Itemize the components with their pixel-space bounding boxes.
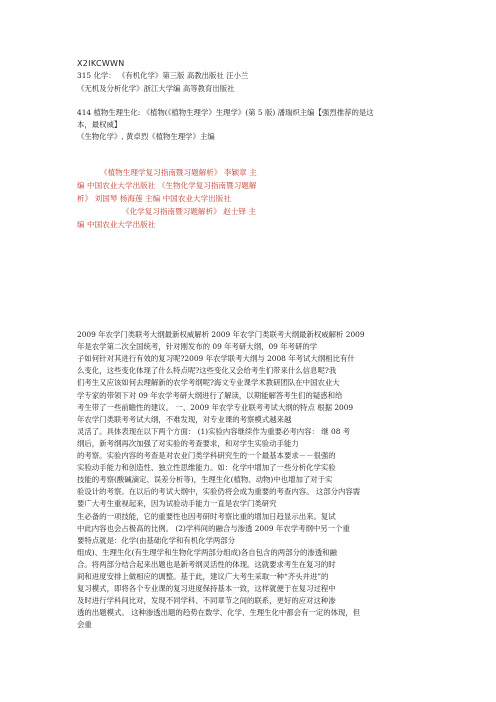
article-body-line: 们考生又应该如何去理解新的农学考纲呢?海文专业课学术教研团队在中国农业大	[77, 378, 340, 388]
article-body-line: 的考察。实验内容的考查是对农业门类学科研究生的一个最基本要求－－很强的	[77, 451, 336, 460]
article-body-line: 灵活了。具体表现在以下两个方面： (1)实验内容继续作为重要必考内容： 继 08 考	[77, 426, 351, 436]
recommended-book-line: 编 中国农业大学出版社 《生物化学复习指南暨习题解	[77, 181, 257, 190]
article-body-line: 2009 年农学门类联考大纲最新权威解析 2009 年农学门类联考大纲最新权威解析 2009	[77, 330, 365, 339]
article-body-line: 验设计的考察。在以后的考试大纲中，实验仍将会成为重要的考查内容。 这部分内容需	[77, 487, 361, 497]
recommended-book-line: 析》 刘国琴 杨海莲 主编 中国农业大学出版社	[77, 194, 231, 203]
section-414-line: 414 植物生理生化: 《植物(《植物生理学》生理学》(第 5 版) 潘瑞炽主编【强烈推荐的是这	[77, 108, 374, 117]
section-315-line: 315 化学： 《有机化学》第三版 高教出版社 汪小兰	[77, 71, 249, 80]
article-body-line: 及时进行学科间比对，发现不同学科、不同章节之间的联系，更好的应对这种渗	[77, 596, 336, 606]
article-body-line: 间和进度安排上做相应的调整。基于此，建议广大考生采取一种“齐头并进”的	[77, 572, 329, 581]
article-body-line: 组成)、生理生化(有生理学和生物化学两部分组成)各自包含的两部分的渗透和融	[77, 547, 337, 557]
section-414-line: 《生物化学》, 黄卓烈《植物生理学》主编	[77, 132, 215, 141]
article-body-line: 合。将两部分结合起来出题也是新考纲灵活性的体现。这就要求考生在复习的时	[77, 559, 336, 569]
article-body-line: 生必备的一项技能，它的重要性也因考研时考察比重的增加日趋显示出来。复试	[77, 511, 336, 521]
document-code: X2IKCWWN	[77, 59, 125, 68]
article-body-line: 么变化，这些变化体现了什么特点呢?这些变化又会给考生们带来什么信息呢?我	[77, 366, 337, 376]
article-body-line: 年是农学第二次全国统考，针对刚发布的 09 年考研大纲，09 年考研的学	[77, 342, 318, 352]
article-body-line: 中此内容也会占极高的比例。 (2)学科间的融合与渗透 2009 年农学考纲中另一个重	[77, 523, 350, 533]
recommended-book-line: 编 中国农业大学出版社	[77, 220, 156, 229]
article-body-line: 复习模式，即将各个专业课的复习进度保持基本一致，这样就便于在复习过程中	[77, 584, 336, 594]
article-body-line: 要广大考生重视起来，因为试验动手能力一直是农学门类研究	[77, 499, 277, 509]
article-body-line: 子如何针对其进行有效的复习呢?2009 年农学联考大纲与 2008 年考试大纲相比有什	[77, 354, 355, 364]
article-body-line: 透的出题模式。 这种渗透出题的趋势在数学、化学、生理生化中都会有一定的体现，但	[77, 608, 361, 618]
recommended-book-line: 《植物生理学复习指南暨习题解析》 李颖章 主	[100, 168, 257, 177]
article-body-line: 技能的考察(酸碱滴定、误差分析等)，生理生化(植物、动物)中也增加了对于实	[77, 475, 333, 485]
article-body-line: 学专家的带领下对 09 年农学考研大纲进行了解读，以期能解答考生们的疑惑和给	[77, 390, 343, 400]
article-body-line: 年农学门类联考考试大纲，不难发现，对专业课的考察模式越来越	[77, 414, 292, 424]
article-body-line: 会重	[77, 620, 92, 630]
recommended-book-line: 《化学复习指南暨习题解析》 赵士铎 主	[122, 207, 256, 216]
article-body-line: 要特点就是：化学(由基础化学和有机化学两部分	[77, 535, 236, 545]
article-body-line: 纲后，新考纲再次加强了对实验的考查要求，和对学生实验动手能力	[77, 438, 299, 448]
article-body-line: 实验动手能力和创造性、独立性思维能力。如：化学中增加了一些分析化学实验	[77, 463, 336, 473]
section-414-line: 本，最权威】	[77, 120, 122, 129]
article-body-line: 考生带了一些前瞻性的建议。 一、2009 年农学专业联考考试大纲的特点 根据 2009	[77, 402, 354, 412]
section-315-line: 《无机及分析化学》浙江大学编 高等教育出版社	[77, 84, 235, 93]
